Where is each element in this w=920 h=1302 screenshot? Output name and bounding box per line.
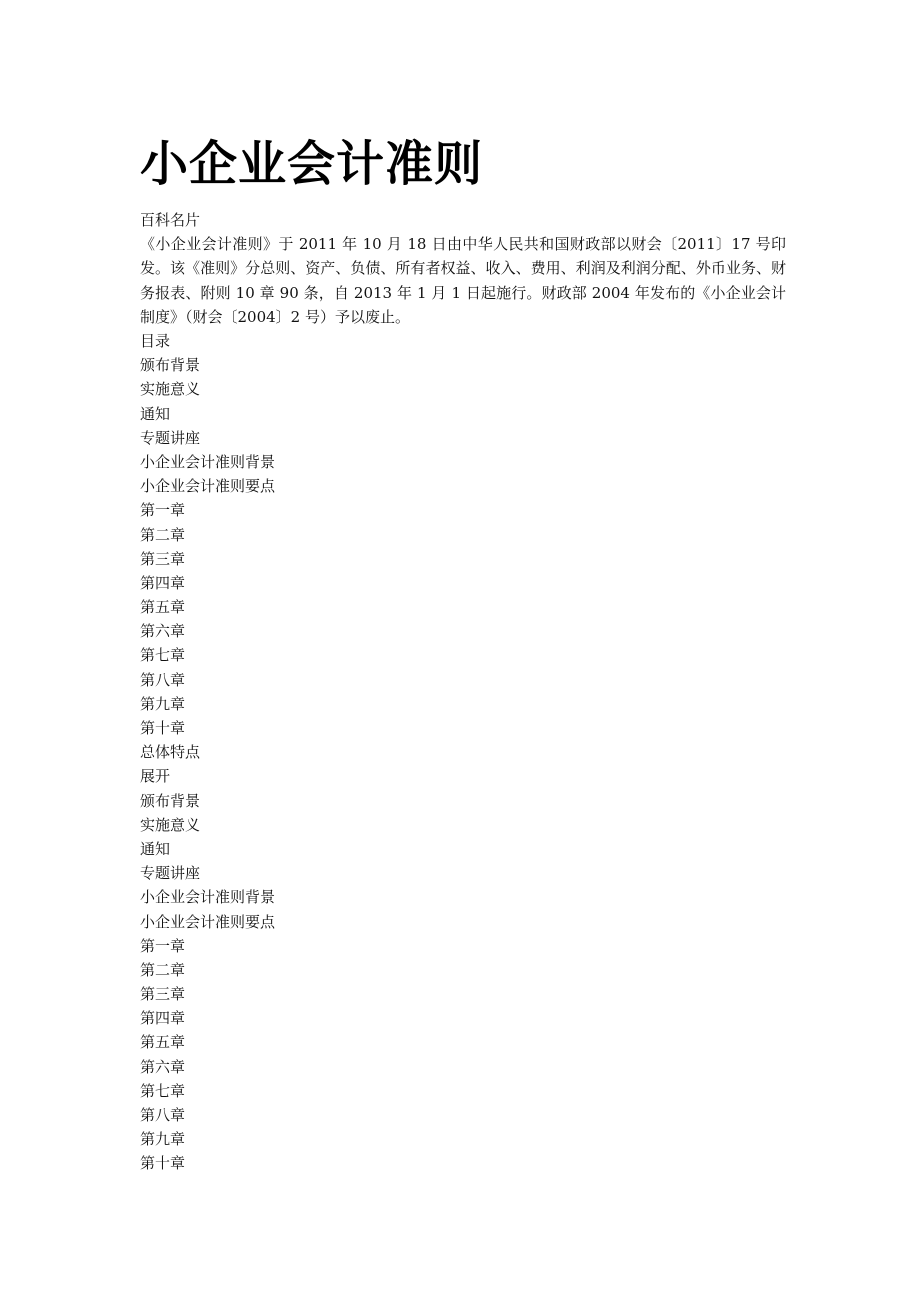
toc-item[interactable]: 第一章 [140,501,186,520]
page-title: 小企业会计准则 [140,136,484,192]
expanded-toc-list [140,789,786,1176]
expanded-toc-item[interactable]: 第六章 [140,1057,186,1076]
expanded-toc-item[interactable]: 第九章 [140,1130,186,1149]
expanded-toc-item[interactable]: 颁布背景 [140,791,201,810]
toc-item[interactable]: 第六章 [140,622,186,641]
subtitle: 百科名片 [140,211,201,229]
toc-item[interactable]: 总体特点 [140,743,201,762]
expanded-toc-item[interactable]: 通知 [140,839,171,858]
toc-item[interactable]: 第四章 [140,573,186,592]
toc-item[interactable]: 通知 [140,404,171,423]
toc-item[interactable]: 小企业会计准则要点 [140,477,276,496]
expanded-toc-item[interactable]: 实施意义 [140,815,201,834]
toc-item[interactable]: 第七章 [140,646,186,665]
expanded-toc-item[interactable]: 小企业会计准则背景 [140,888,276,907]
expanded-toc-item[interactable]: 第十章 [140,1154,186,1173]
expanded-toc-item[interactable]: 第八章 [140,1106,186,1125]
expanded-toc-item[interactable]: 第四章 [140,1009,186,1028]
expanded-toc-item[interactable]: 第五章 [140,1033,186,1052]
expanded-toc-item[interactable]: 小企业会计准则要点 [140,912,276,931]
toc-item[interactable]: 颁布背景 [140,356,201,375]
document-page [140,128,786,1176]
toc-item[interactable]: 小企业会计准则背景 [140,452,276,471]
toc-item[interactable]: 实施意义 [140,380,201,399]
toc-item[interactable]: 专题讲座 [140,428,201,447]
toc-item[interactable]: 第九章 [140,694,186,713]
document-body [140,208,786,1176]
toc-list [140,353,786,764]
intro-paragraph: 《小企业会计准则》于 2011 年 10 月 18 日由中华人民共和国财政部以财会〔2011〕17 号印发。该《准则》分总则、资产、负债、所有者权益、收入、费用、利润及利润分配、外币业务、财务报表、附则 10 章 90 条，自 2013 年 1 月 1 日起施行。财政部 2004 年发布的《小企业会计制度》（财会〔2004〕2 号）予以废止。 [140,235,786,326]
toc-item[interactable]: 第二章 [140,525,186,544]
toc-item[interactable]: 第十章 [140,719,186,738]
expanded-toc-item[interactable]: 第二章 [140,960,186,979]
toc-item[interactable]: 第八章 [140,670,186,689]
expand-link[interactable]: 展开 [140,767,171,786]
toc-heading: 目录 [140,332,171,351]
expanded-toc-item[interactable]: 第七章 [140,1081,186,1100]
toc-item[interactable]: 第三章 [140,549,186,568]
toc-item[interactable]: 第五章 [140,598,186,617]
expanded-toc-item[interactable]: 第一章 [140,936,186,955]
expanded-toc-item[interactable]: 专题讲座 [140,864,201,883]
expanded-toc-item[interactable]: 第三章 [140,985,186,1004]
